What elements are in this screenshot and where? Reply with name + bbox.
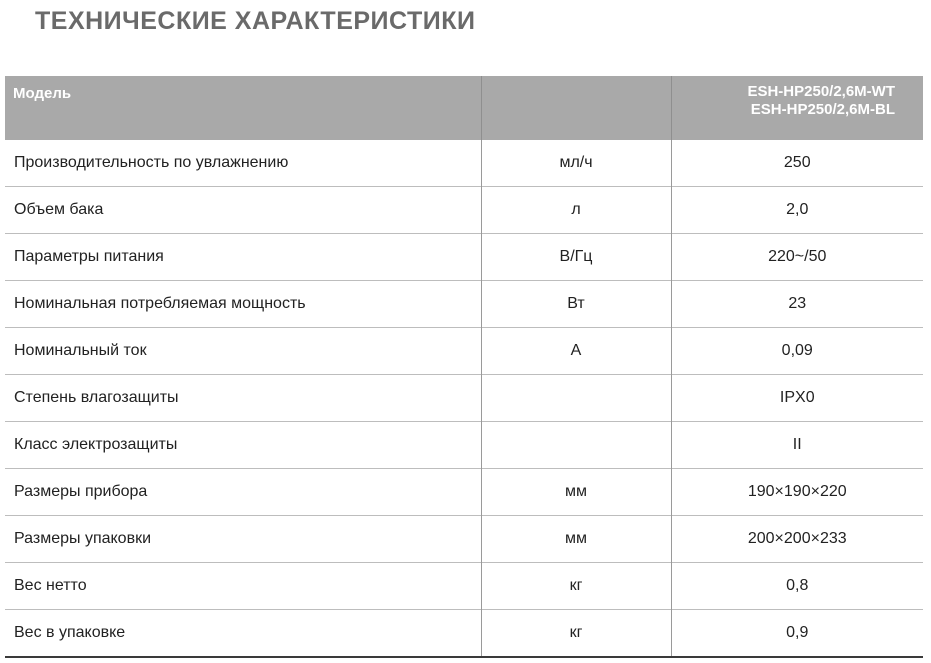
parameter-cell: Размеры прибора [5, 469, 481, 516]
table-row [5, 563, 923, 610]
value-cell: 0,9 [671, 610, 923, 658]
model-name-wt: ESH-HP250/2,6M-WT [747, 83, 895, 100]
table-header [5, 76, 923, 140]
unit-cell [481, 422, 671, 469]
parameter-cell: Параметры питания [5, 234, 481, 281]
value-cell: 250 [671, 140, 923, 187]
value-cell: 2,0 [671, 187, 923, 234]
table-row [5, 469, 923, 516]
value-cell: IPX0 [671, 375, 923, 422]
unit-cell: В/Гц [481, 234, 671, 281]
value-cell: 220~/50 [671, 234, 923, 281]
parameter-cell: Номинальная потребляемая мощность [5, 281, 481, 328]
unit-cell: Вт [481, 281, 671, 328]
table-row [5, 187, 923, 234]
value-cell: 0,8 [671, 563, 923, 610]
table-body [5, 140, 923, 657]
parameter-cell: Степень влагозащиты [5, 375, 481, 422]
value-cell: 190×190×220 [671, 469, 923, 516]
table-row [5, 234, 923, 281]
spec-table [5, 76, 923, 658]
unit-cell: кг [481, 563, 671, 610]
header-row [5, 76, 923, 140]
parameter-cell: Объем бака [5, 187, 481, 234]
unit-cell: мм [481, 516, 671, 563]
header-model-label: Модель [5, 76, 481, 140]
value-cell: II [671, 422, 923, 469]
parameter-cell: Размеры упаковки [5, 516, 481, 563]
table-row [5, 375, 923, 422]
parameter-cell: Класс электрозащиты [5, 422, 481, 469]
unit-cell: мм [481, 469, 671, 516]
unit-cell: л [481, 187, 671, 234]
page-title: ТЕХНИЧЕСКИЕ ХАРАКТЕРИСТИКИ [35, 7, 476, 35]
table-row [5, 422, 923, 469]
value-cell: 23 [671, 281, 923, 328]
parameter-cell: Производительность по увлажнению [14, 154, 289, 171]
header-unit-label [481, 76, 671, 140]
parameter-cell: Номинальный ток [5, 328, 481, 375]
table-row [5, 140, 923, 187]
unit-cell: мл/ч [481, 140, 671, 187]
table-row [5, 328, 923, 375]
parameter-cell: Вес нетто [5, 563, 481, 610]
value-cell: 200×200×233 [671, 516, 923, 563]
unit-cell [481, 375, 671, 422]
model-name-bl: ESH-HP250/2,6M-BL [750, 101, 895, 118]
unit-cell: кг [481, 610, 671, 658]
header-model-names [671, 76, 923, 140]
value-cell: 0,09 [671, 328, 923, 375]
parameter-cell: Вес в упаковке [5, 610, 481, 658]
unit-cell: А [481, 328, 671, 375]
table-row [5, 281, 923, 328]
table-row [5, 610, 923, 658]
table-row [5, 516, 923, 563]
